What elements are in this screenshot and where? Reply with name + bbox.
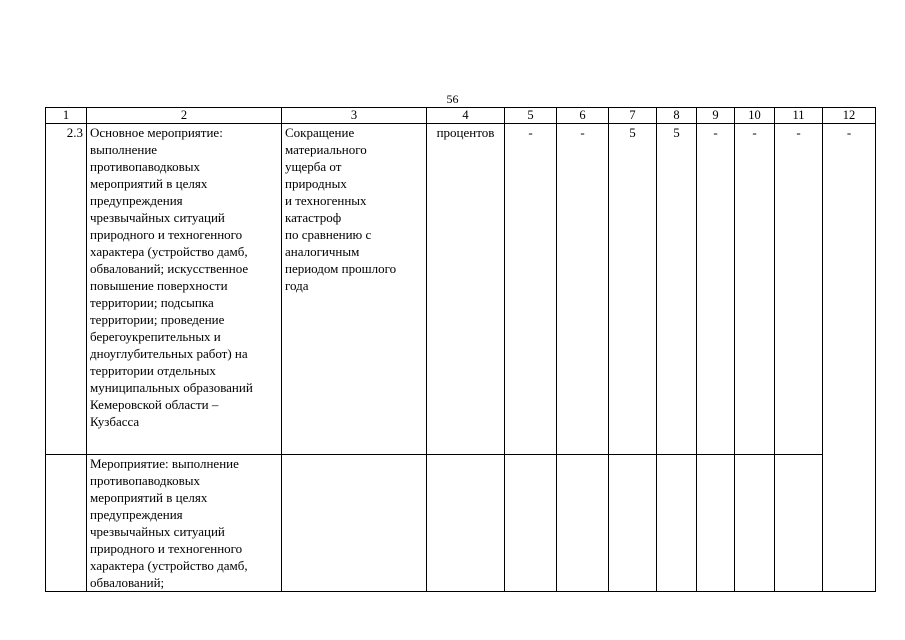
- table-row: [46, 455, 876, 592]
- indicator-name: Сокращение материального ущерба от природных и техногенных катастроф по сравнению с аналогичным периодом прошлого года: [282, 124, 427, 455]
- value-col-9: [697, 455, 735, 592]
- row-number: 2.3: [46, 124, 87, 455]
- header-col-8: 8: [657, 108, 697, 124]
- header-col-1: 1: [46, 108, 87, 124]
- header-row: [46, 108, 876, 124]
- indicator-name: [282, 455, 427, 592]
- page-number: 56: [446, 92, 459, 106]
- value-col-5: [505, 455, 557, 592]
- value-col-11: [775, 455, 823, 592]
- header-col-7: 7: [609, 108, 657, 124]
- table-row: [46, 124, 876, 455]
- header-col-3: 3: [282, 108, 427, 124]
- value-col-5: -: [505, 124, 557, 455]
- header-col-11: 11: [775, 108, 823, 124]
- value-col-8: [657, 455, 697, 592]
- header-col-6: 6: [557, 108, 609, 124]
- header-col-5: 5: [505, 108, 557, 124]
- value-col-9: -: [697, 124, 735, 455]
- value-col-8: 5: [657, 124, 697, 455]
- header-col-2: 2: [87, 108, 282, 124]
- value-col-7: [609, 455, 657, 592]
- value-col-6: [557, 455, 609, 592]
- program-table: [45, 107, 876, 592]
- row-number: [46, 455, 87, 592]
- value-col-6: -: [557, 124, 609, 455]
- header-col-9: 9: [697, 108, 735, 124]
- header-col-10: 10: [735, 108, 775, 124]
- header-col-12: 12: [823, 108, 876, 124]
- activity-name: Мероприятие: выполнение противопаводковых мероприятий в целях предупреждения чрезвычайных ситуаций природного и техногенного характера (устройство дамб, обвалований;: [87, 455, 282, 592]
- value-col-11: -: [775, 124, 823, 455]
- activity-name: Основное мероприятие: выполнение противопаводковых мероприятий в целях предупреждения чрезвычайных ситуаций природного и техногенного характера (устройство дамб, обвалований; искусственное повышение поверхности территории; подсыпка территории; проведение берегоукрепительных и дноуглубительных работ) на территории отдельных муниципальных образований Кемеровской области – Кузбасса: [87, 124, 282, 455]
- unit-of-measure: процентов: [427, 124, 505, 455]
- unit-of-measure: [427, 455, 505, 592]
- header-col-4: 4: [427, 108, 505, 124]
- value-col-10: [735, 455, 775, 592]
- value-col-7: 5: [609, 124, 657, 455]
- value-col-12: -: [823, 124, 876, 592]
- value-col-10: -: [735, 124, 775, 455]
